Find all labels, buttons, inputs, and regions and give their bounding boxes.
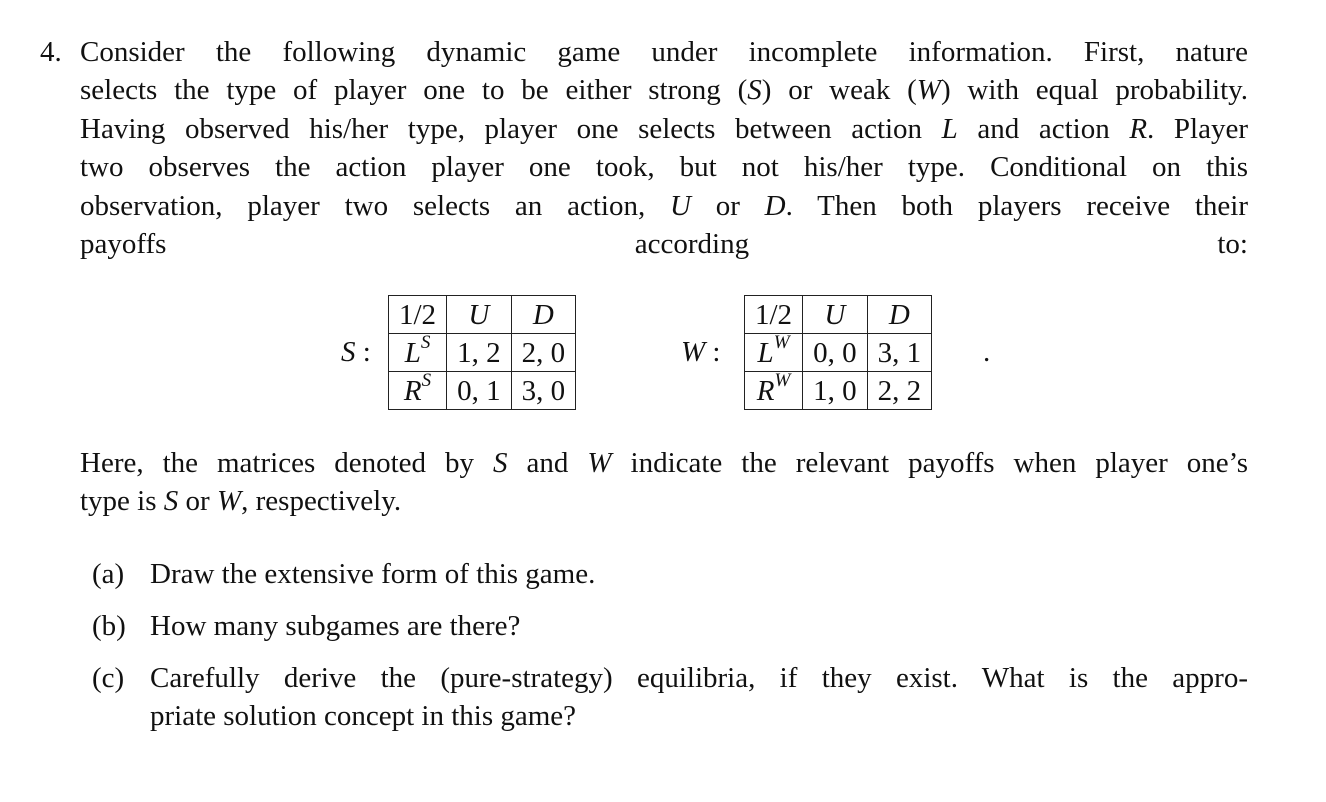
math-symbol: W: [587, 447, 612, 479]
math-symbol: W: [216, 485, 242, 518]
strong-row-l: [389, 334, 576, 372]
strong-cell-ru: 0, 1: [447, 372, 512, 410]
strong-row-action-l: $L^S$: [389, 334, 447, 372]
strong-header-row: [389, 296, 576, 334]
part-c-label: (c): [92, 662, 125, 694]
question-after-text: [80, 444, 1248, 521]
part-b-label: (b): [92, 610, 126, 642]
question-number: 4.: [40, 36, 62, 68]
weak-col-header-u: U: [803, 296, 868, 334]
intro-line-6: payoffs according to:: [80, 228, 1248, 261]
weak-matrix-label: W :: [681, 336, 721, 368]
part-a-text: Draw the extensive form of this game.: [150, 558, 596, 590]
strong-cell-lu: 1, 2: [447, 334, 512, 372]
intro-line-4: two observes the action player one took, but not his/her type. Conditional on this: [80, 151, 1248, 184]
strong-cell-ld: 2, 0: [511, 334, 576, 372]
math-symbol: S: [163, 485, 179, 518]
math-symbol: R: [1129, 112, 1148, 145]
strong-corner-cell: 1/2: [389, 296, 447, 334]
part-c-text-line-1: Carefully derive the (pure-strategy) equilibria, if they exist. What is the appro-: [150, 662, 1248, 694]
intro-line-1: Consider the following dynamic game under incomplete information. First, nature: [80, 36, 1248, 68]
weak-col-header-d: D: [867, 296, 932, 334]
math-symbol: U: [669, 189, 691, 222]
strong-col-header-d: D: [511, 296, 576, 334]
part-b-text: How many subgames are there?: [150, 610, 521, 642]
weak-row-action-r: $R^W$: [745, 372, 803, 410]
intro-line-2: selects the type of player one to be either strong (S) or weak (W) with equal probability.: [80, 74, 1249, 107]
intro-line-3: Having observed his/her type, player one selects between action L and action R. Player: [80, 112, 1248, 145]
strong-row-r: [389, 372, 576, 410]
weak-cell-ru: 1, 0: [803, 372, 868, 410]
math-symbol: D: [764, 189, 786, 222]
after-line-1: Here, the matrices denoted by S and W indicate the relevant payoffs when player one’s: [80, 447, 1248, 479]
weak-row-l: [745, 334, 932, 372]
strong-matrix-label: S :: [341, 336, 371, 368]
weak-corner-cell: 1/2: [745, 296, 803, 334]
strong-col-header-u: U: [447, 296, 512, 334]
weak-row-action-l: $L^W$: [745, 334, 803, 372]
matrix-trailing-period: .: [983, 336, 991, 368]
strong-cell-rd: 3, 0: [511, 372, 576, 410]
strong-payoff-matrix: [388, 295, 576, 410]
weak-payoff-matrix: [744, 295, 932, 410]
math-symbol: L: [941, 112, 958, 145]
weak-header-row: [745, 296, 932, 334]
weak-row-r: [745, 372, 932, 410]
after-line-2: type is S or W, respectively.: [80, 485, 402, 518]
part-a-label: (a): [92, 558, 125, 590]
strong-row-action-r: $R^S$: [389, 372, 447, 410]
weak-cell-ld: 3, 1: [867, 334, 932, 372]
question-intro: [80, 33, 1248, 263]
math-symbol: W: [916, 74, 941, 107]
math-symbol: S: [493, 447, 508, 479]
weak-cell-rd: 2, 2: [867, 372, 932, 410]
intro-line-5: observation, player two selects an action, U or D. Then both players receive their: [80, 189, 1248, 222]
part-c-text-line-2: priate solution concept in this game?: [150, 700, 577, 733]
weak-cell-lu: 0, 0: [803, 334, 868, 372]
math-symbol: S: [747, 74, 762, 107]
